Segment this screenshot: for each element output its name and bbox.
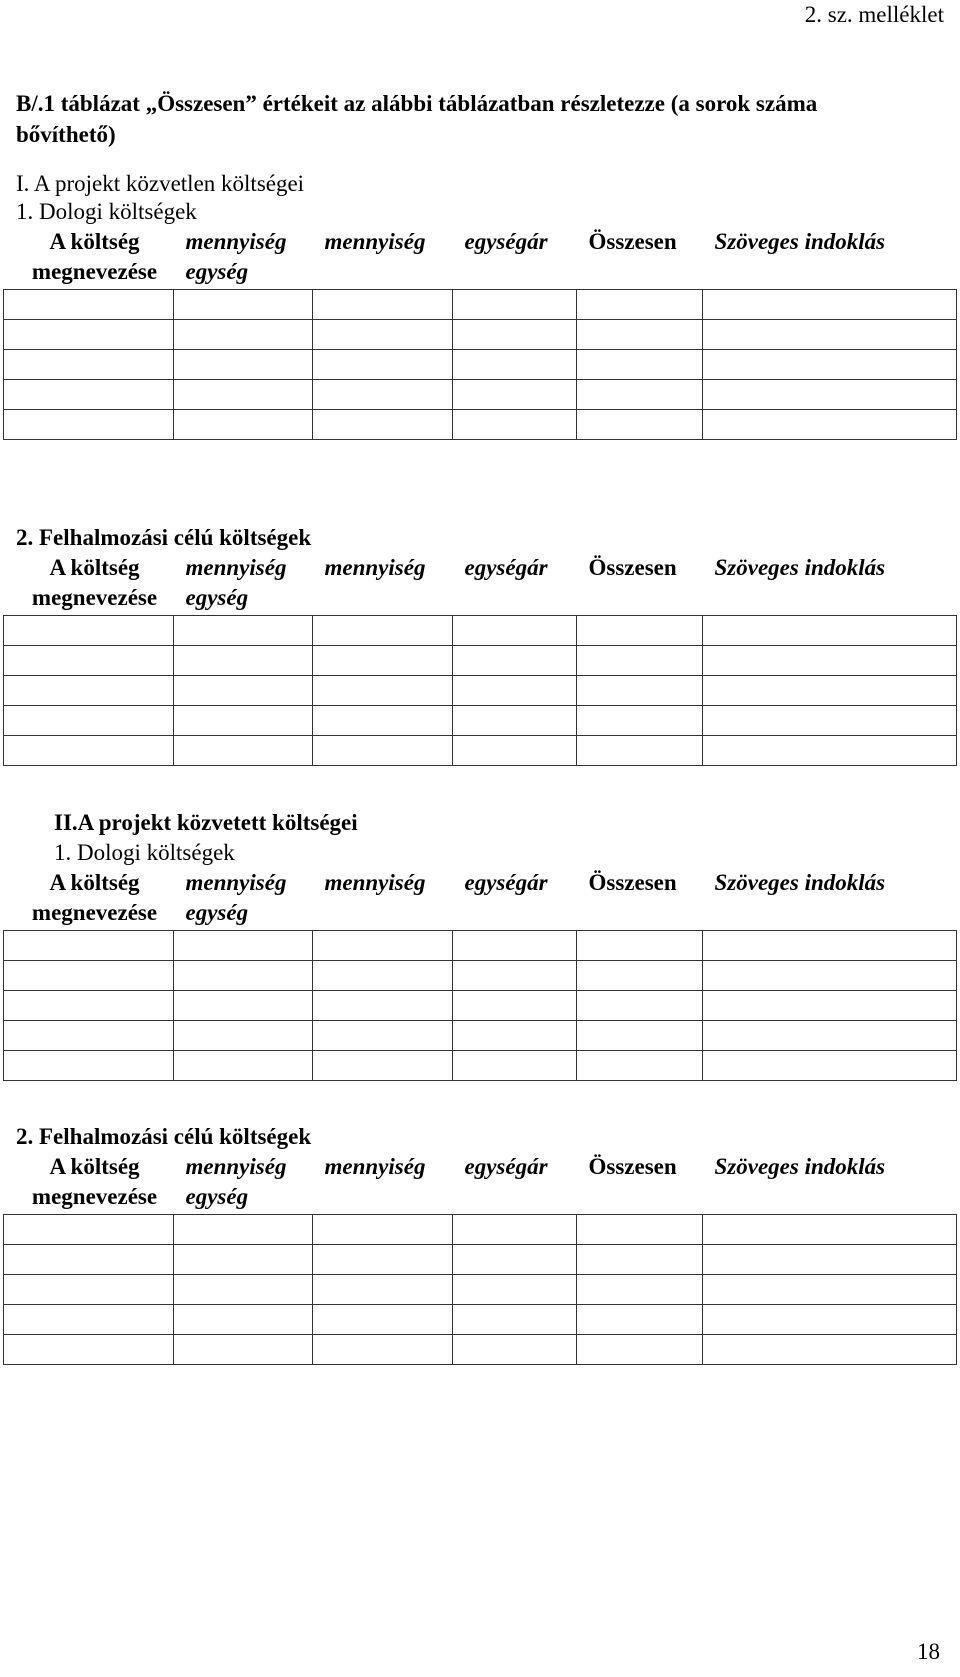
table-header-row xyxy=(4,868,957,930)
table-row[interactable] xyxy=(4,1334,957,1364)
col-unit-header: mennyiség egység xyxy=(174,1152,313,1214)
table-row[interactable] xyxy=(4,1274,957,1304)
table-row[interactable] xyxy=(4,1244,957,1274)
table-row[interactable] xyxy=(4,675,957,705)
section-1-sub-2: 2. Felhalmozási célú költségek xyxy=(16,525,312,550)
table-row[interactable] xyxy=(4,349,957,379)
table-header-row xyxy=(4,553,957,615)
col-name-header: A költség megnevezése xyxy=(4,553,174,615)
section-2-sub-1: 1. Dologi költségek xyxy=(54,840,235,865)
col-justification-header: Szöveges indoklás xyxy=(703,868,957,930)
col-name-header: A költség megnevezése xyxy=(4,227,174,289)
col-quantity-header: mennyiség xyxy=(313,868,453,930)
table-row[interactable] xyxy=(4,645,957,675)
table-1-1 xyxy=(3,227,957,440)
col-unit-header: mennyiség egység xyxy=(174,868,313,930)
col-unit-price-header: egységár xyxy=(453,1152,577,1214)
col-total-header: Összesen xyxy=(577,868,703,930)
table-row[interactable] xyxy=(4,1214,957,1244)
table-row[interactable] xyxy=(4,319,957,349)
table-row[interactable] xyxy=(4,1050,957,1080)
table-row[interactable] xyxy=(4,960,957,990)
table-2-2 xyxy=(3,1152,957,1365)
table-row[interactable] xyxy=(4,990,957,1020)
col-quantity-header: mennyiség xyxy=(313,553,453,615)
table-1-2 xyxy=(3,553,957,766)
table-row[interactable] xyxy=(4,735,957,765)
section-2-title: II.A projekt közvetett költségei xyxy=(54,810,358,835)
table-header-row xyxy=(4,1152,957,1214)
table-row[interactable] xyxy=(4,379,957,409)
col-name-header: A költség megnevezése xyxy=(4,868,174,930)
col-justification-header: Szöveges indoklás xyxy=(703,227,957,289)
col-total-header: Összesen xyxy=(577,227,703,289)
section-2-sub-2: 2. Felhalmozási célú költségek xyxy=(16,1124,312,1149)
table-row[interactable] xyxy=(4,289,957,319)
col-unit-price-header: egységár xyxy=(453,553,577,615)
col-total-header: Összesen xyxy=(577,553,703,615)
col-name-header: A költség megnevezése xyxy=(4,1152,174,1214)
col-unit-price-header: egységár xyxy=(453,227,577,289)
annex-label: 2. sz. melléklet xyxy=(804,2,944,27)
table-row[interactable] xyxy=(4,930,957,960)
table-row[interactable] xyxy=(4,1304,957,1334)
section-1-sub-1: 1. Dologi költségek xyxy=(16,199,197,224)
col-quantity-header: mennyiség xyxy=(313,227,453,289)
intro-text: B/.1 táblázat „Összesen” értékeit az alábbi táblázatban részletezze (a sorok száma bővíthető) xyxy=(16,91,818,147)
table-2-1 xyxy=(3,868,957,1081)
col-unit-price-header: egységár xyxy=(453,868,577,930)
col-quantity-header: mennyiség xyxy=(313,1152,453,1214)
table-row[interactable] xyxy=(4,705,957,735)
table-header-row xyxy=(4,227,957,289)
table-row[interactable] xyxy=(4,409,957,439)
page-number: 18 xyxy=(917,1639,940,1664)
table-row[interactable] xyxy=(4,615,957,645)
col-unit-header: mennyiség egység xyxy=(174,553,313,615)
col-justification-header: Szöveges indoklás xyxy=(703,1152,957,1214)
section-1-title: I. A projekt közvetlen költségei xyxy=(16,171,305,196)
table-row[interactable] xyxy=(4,1020,957,1050)
col-justification-header: Szöveges indoklás xyxy=(703,553,957,615)
col-unit-header: mennyiség egység xyxy=(174,227,313,289)
col-total-header: Összesen xyxy=(577,1152,703,1214)
